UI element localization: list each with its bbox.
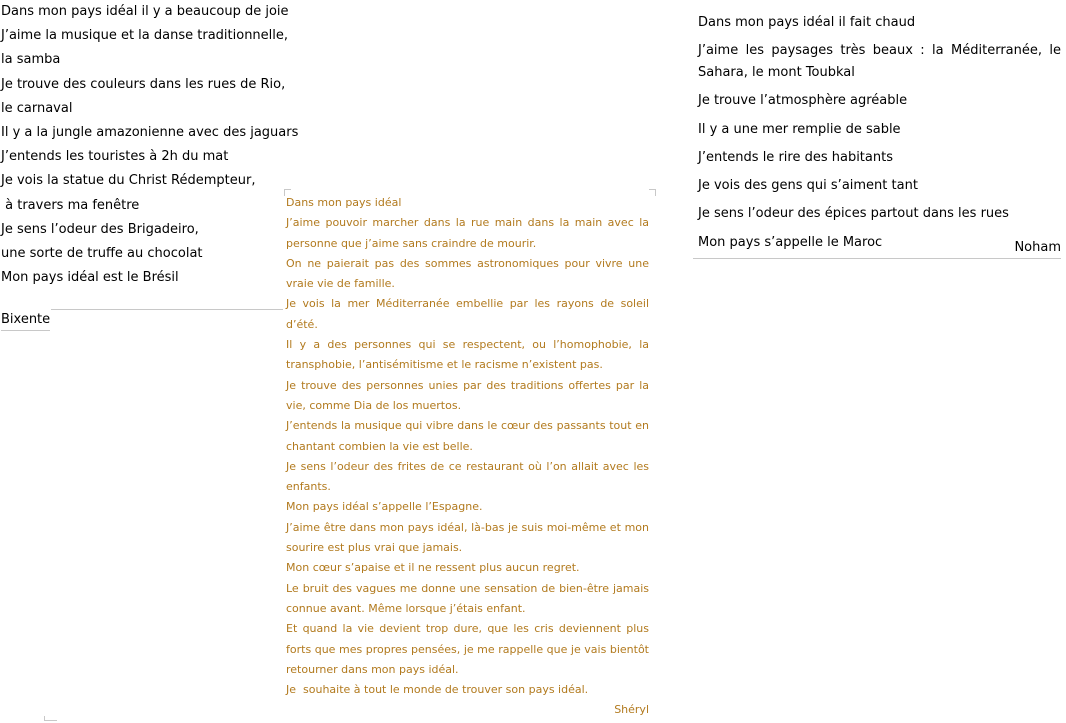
poem-line: à travers ma fenêtre bbox=[1, 197, 140, 213]
poem-line: Je trouve des couleurs dans les rues de Rio, bbox=[1, 76, 286, 92]
poem-paragraph: Il y a une mer remplie de sable bbox=[698, 121, 901, 137]
signature-rule bbox=[51, 309, 283, 310]
signature-rule bbox=[693, 258, 1061, 259]
poem-paragraph: J’entends le rire des habitants bbox=[698, 149, 893, 165]
poem-paragraph: Je sens l’odeur des frites de ce restaurant où l’on allait avec les enfants. bbox=[286, 459, 649, 494]
poem-line: le carnaval bbox=[1, 100, 73, 116]
poem-paragraph: Dans mon pays idéal il fait chaud bbox=[698, 15, 916, 30]
poem-paragraph: Le bruit des vagues me donne une sensation de bien-être jamais connue avant. Même lorsque j’étais enfant. bbox=[286, 581, 649, 615]
poem-paragraph: J’aime pouvoir marcher dans la rue main dans la main avec la personne que j’aime sans craindre de mourir. bbox=[286, 216, 649, 250]
poem-paragraph: Mon pays idéal s’appelle l’Espagne. bbox=[286, 500, 483, 514]
poem-line: une sorte de truffe au chocolat bbox=[1, 246, 203, 262]
poem-middle bbox=[286, 193, 649, 721]
poem-paragraph: Dans mon pays idéal bbox=[286, 196, 402, 209]
poem-line: Je sens l’odeur des Brigadeiro, bbox=[1, 221, 199, 237]
author-signature: Bixente bbox=[1, 311, 50, 331]
text-box-corner-mark bbox=[44, 716, 57, 721]
text-box-corner-mark bbox=[649, 189, 656, 196]
poem-paragraph: J’aime être dans mon pays idéal, là-bas je suis moi-même et mon sourire est plus vrai que jamais. bbox=[286, 520, 649, 555]
poem-paragraph: On ne paierait pas des sommes astronomiques pour vivre une vraie vie de famille. bbox=[286, 256, 649, 291]
poem-line: J’aime la musique et la danse traditionnelle, bbox=[1, 28, 289, 44]
signature-block bbox=[1, 309, 283, 329]
poem-paragraph: J’aime les paysages très beaux : la Méditerranée, le Sahara, le mont Toubkal bbox=[698, 43, 1061, 81]
poem-paragraph: Je trouve l’atmosphère agréable bbox=[698, 93, 908, 109]
poem-paragraph: Je sens l’odeur des épices partout dans les rues bbox=[698, 206, 1009, 222]
poem-paragraph: Il y a des personnes qui se respectent, ou l’homophobie, la transphobie, l’antisémitisme et le racisme n’existent pas. bbox=[286, 338, 649, 372]
poem-paragraph: Je souhaite à tout le monde de trouver son pays idéal. bbox=[286, 683, 589, 697]
poem-line: Mon pays idéal est le Brésil bbox=[1, 270, 179, 286]
author-signature: Noham bbox=[1014, 240, 1061, 255]
poem-paragraph: Et quand la vie devient trop dure, que les cris deviennent plus forts que mes propres pensées, je me rappelle que je vais bientôt retourner dans mon pays idéal. bbox=[286, 622, 649, 676]
author-signature: Shéryl bbox=[614, 703, 649, 717]
poem-paragraph: Mon cœur s’apaise et il ne ressent plus aucun regret. bbox=[286, 561, 580, 575]
poem-paragraph: Je vois des gens qui s’aiment tant bbox=[698, 178, 918, 194]
poem-right bbox=[698, 9, 1061, 257]
poem-paragraph: Je trouve des personnes unies par des traditions offertes par la vie, comme Dia de los muertos. bbox=[286, 378, 649, 412]
poem-line: Il y a la jungle amazonienne avec des jaguars bbox=[1, 125, 299, 141]
poem-paragraph: Je vois la mer Méditerranée embellie par les rayons de soleil d’été. bbox=[286, 297, 649, 331]
poem-line: la samba bbox=[1, 52, 61, 68]
poem-paragraph: Mon pays s’appelle le Maroc bbox=[698, 234, 883, 250]
poem-paragraph: J’entends la musique qui vibre dans le cœur des passants tout en chantant combien la vie est belle. bbox=[286, 419, 649, 453]
poem-left bbox=[1, 0, 331, 327]
poem-line: Je vois la statue du Christ Rédempteur, bbox=[1, 173, 256, 189]
poem-line: Dans mon pays idéal il y a beaucoup de joie bbox=[1, 4, 289, 19]
poem-line: J’entends les touristes à 2h du mat bbox=[1, 149, 229, 165]
